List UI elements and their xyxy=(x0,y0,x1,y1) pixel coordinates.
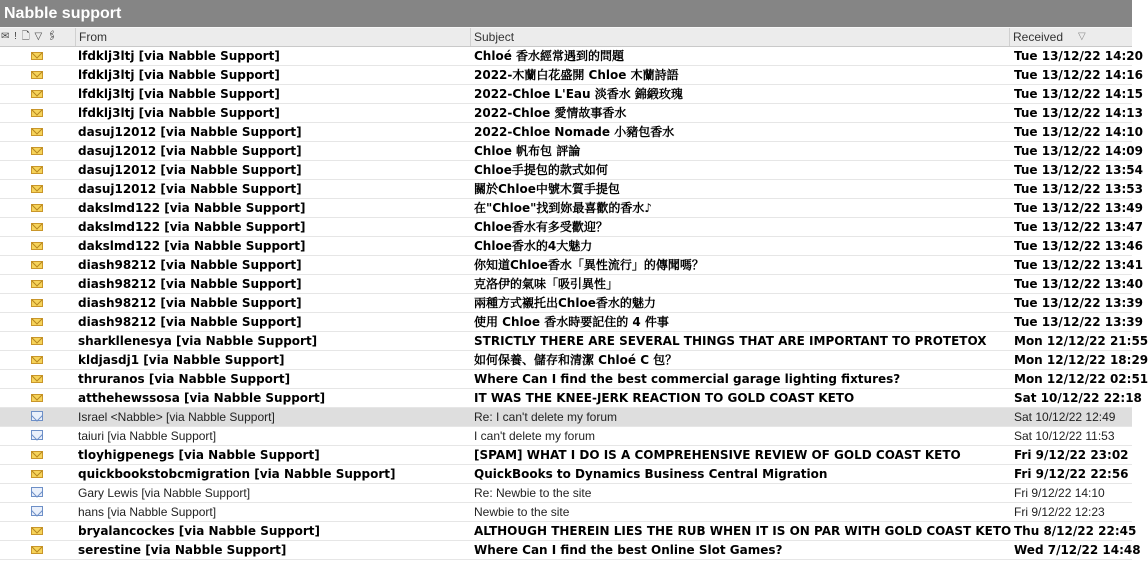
unread-envelope-icon xyxy=(30,294,46,312)
message-subject: Chloe 帆布包 評論 xyxy=(474,144,581,158)
message-row[interactable] xyxy=(0,66,1143,85)
message-received: Tue 13/12/22 13:40 xyxy=(1014,277,1143,291)
message-subject: STRICTLY THERE ARE SEVERAL THINGS THAT ARE IMPORTANT TO PROTETOX xyxy=(474,334,987,348)
message-received: Tue 13/12/22 13:53 xyxy=(1014,182,1143,196)
message-received: Mon 12/12/22 18:29 xyxy=(1014,353,1148,367)
message-from: diash98212 [via Nabble Support] xyxy=(78,277,302,291)
unread-envelope-icon xyxy=(30,142,46,160)
message-subject: Where Can I find the best commercial garage lighting fixtures? xyxy=(474,372,901,386)
window-title: Nabble support xyxy=(0,0,1132,27)
message-subject: [SPAM] WHAT I DO IS A COMPREHENSIVE REVIEW OF GOLD COAST KETO xyxy=(474,448,961,462)
read-envelope-icon xyxy=(30,427,46,445)
message-subject: I can't delete my forum xyxy=(474,429,596,443)
message-row[interactable] xyxy=(0,104,1143,123)
message-received: Fri 9/12/22 14:10 xyxy=(1014,486,1105,500)
read-envelope-icon xyxy=(30,503,46,521)
unread-envelope-icon xyxy=(30,85,46,103)
message-from: dasuj12012 [via Nabble Support] xyxy=(78,144,302,158)
column-icons-header[interactable]: ✉ ! 🗋 ▽ 🖇 xyxy=(0,28,76,46)
unread-envelope-icon xyxy=(30,180,46,198)
message-subject: ALTHOUGH THEREIN LIES THE RUB WHEN IT IS ON PAR WITH GOLD COAST KETO xyxy=(474,524,1012,538)
message-from: dakslmd122 [via Nabble Support] xyxy=(78,239,306,253)
unread-envelope-icon xyxy=(30,465,46,483)
message-received: Tue 13/12/22 14:20 xyxy=(1014,49,1143,63)
unread-envelope-icon xyxy=(30,256,46,274)
message-row[interactable] xyxy=(0,313,1143,332)
message-received: Tue 13/12/22 13:39 xyxy=(1014,296,1143,310)
message-from: Israel <Nabble> [via Nabble Support] xyxy=(78,410,275,424)
unread-envelope-icon xyxy=(30,104,46,122)
message-from: dasuj12012 [via Nabble Support] xyxy=(78,163,302,177)
message-subject: QuickBooks to Dynamics Business Central Migration xyxy=(474,467,828,481)
message-row[interactable] xyxy=(0,446,1132,465)
message-received: Sat 10/12/22 12:49 xyxy=(1014,410,1116,424)
message-subject: IT WAS THE KNEE-JERK REACTION TO GOLD COAST KETO xyxy=(474,391,855,405)
message-received: Tue 13/12/22 14:09 xyxy=(1014,144,1143,158)
message-subject: Newbie to the site xyxy=(474,505,570,519)
message-received: Tue 13/12/22 13:41 xyxy=(1014,258,1143,272)
message-row[interactable] xyxy=(0,503,1132,522)
message-received: Wed 7/12/22 14:48 xyxy=(1014,543,1141,557)
message-subject: Chloé 香水經常遇到的問題 xyxy=(474,49,625,63)
message-subject: Re: I can't delete my forum xyxy=(474,410,618,424)
message-row[interactable] xyxy=(0,218,1143,237)
message-row[interactable] xyxy=(0,256,1143,275)
message-received: Thu 8/12/22 22:45 xyxy=(1014,524,1137,538)
message-row[interactable] xyxy=(0,389,1142,408)
message-received: Mon 12/12/22 21:55 xyxy=(1014,334,1148,348)
unread-envelope-icon xyxy=(30,199,46,217)
unread-envelope-icon xyxy=(30,389,46,407)
message-from: taiuri [via Nabble Support] xyxy=(78,429,217,443)
message-received: Tue 13/12/22 13:54 xyxy=(1014,163,1143,177)
message-received: Tue 13/12/22 14:15 xyxy=(1014,87,1143,101)
message-received: Tue 13/12/22 13:39 xyxy=(1014,315,1143,329)
message-subject: Chloe香水的4大魅力 xyxy=(474,239,593,253)
message-received: Fri 9/12/22 23:02 xyxy=(1014,448,1129,462)
column-header-bar xyxy=(0,27,1132,47)
message-from: lfdklj3ltj [via Nabble Support] xyxy=(78,106,280,120)
message-received: Tue 13/12/22 14:10 xyxy=(1014,125,1143,139)
column-received-label: Received xyxy=(1013,30,1064,44)
message-from: lfdklj3ltj [via Nabble Support] xyxy=(78,68,280,82)
message-row[interactable] xyxy=(0,237,1143,256)
unread-envelope-icon xyxy=(30,161,46,179)
message-subject: Re: Newbie to the site xyxy=(474,486,592,500)
message-row[interactable] xyxy=(0,351,1148,370)
unread-envelope-icon xyxy=(30,66,46,84)
unread-envelope-icon xyxy=(30,446,46,464)
message-received: Tue 13/12/22 14:13 xyxy=(1014,106,1143,120)
message-subject: 克洛伊的氣味「吸引異性」 xyxy=(474,277,619,291)
message-subject: Where Can I find the best Online Slot Games? xyxy=(474,543,783,557)
message-row[interactable] xyxy=(0,541,1141,560)
message-subject: 2022-Chloe 愛情故事香水 xyxy=(474,106,627,120)
message-received: Tue 13/12/22 13:47 xyxy=(1014,220,1143,234)
message-from: hans [via Nabble Support] xyxy=(78,505,217,519)
message-from: atthehewssosa [via Nabble Support] xyxy=(78,391,326,405)
sort-descending-icon: ▽ xyxy=(1078,31,1086,42)
message-from: dasuj12012 [via Nabble Support] xyxy=(78,182,302,196)
message-from: dasuj12012 [via Nabble Support] xyxy=(78,125,302,139)
unread-envelope-icon xyxy=(30,313,46,331)
message-subject: 2022-Chloe Nomade 小豬包香水 xyxy=(474,125,675,139)
message-received: Sat 10/12/22 11:53 xyxy=(1014,429,1115,443)
message-from: thruranos [via Nabble Support] xyxy=(78,372,291,386)
message-subject: 你知道Chloe香水「異性流行」的傳聞嗎？ xyxy=(474,258,704,272)
message-from: quickbookstobcmigration [via Nabble Support] xyxy=(78,467,396,481)
message-from: diash98212 [via Nabble Support] xyxy=(78,296,302,310)
column-received-header[interactable] xyxy=(1010,28,1132,46)
message-from: tloyhigpenegs [via Nabble Support] xyxy=(78,448,320,462)
message-subject: 在"Chloe"找到妳最喜歡的香水♪ xyxy=(474,201,653,215)
unread-envelope-icon xyxy=(30,541,46,559)
message-received: Sat 10/12/22 22:18 xyxy=(1014,391,1142,405)
message-from: serestine [via Nabble Support] xyxy=(78,543,287,557)
message-from: diash98212 [via Nabble Support] xyxy=(78,258,302,272)
message-received: Mon 12/12/22 02:51 xyxy=(1014,372,1148,386)
column-from-header[interactable]: From xyxy=(76,28,471,46)
message-row[interactable] xyxy=(0,142,1143,161)
message-from: dakslmd122 [via Nabble Support] xyxy=(78,201,306,215)
message-received: Tue 13/12/22 14:16 xyxy=(1014,68,1143,82)
message-row[interactable] xyxy=(0,332,1148,351)
message-row[interactable] xyxy=(0,484,1132,503)
unread-envelope-icon xyxy=(30,237,46,255)
message-from: kldjasdj1 [via Nabble Support] xyxy=(78,353,285,367)
unread-envelope-icon xyxy=(30,351,46,369)
message-subject: Chloe香水有多受歡迎？ xyxy=(474,220,608,234)
message-subject: 兩種方式襯托出Chloe香水的魅力 xyxy=(474,296,656,310)
message-subject: 如何保養、儲存和清潔 Chloé C 包？ xyxy=(474,353,678,367)
message-row[interactable] xyxy=(0,85,1143,104)
message-row[interactable] xyxy=(0,180,1143,199)
message-subject: 使用 Chloe 香水時要記住的 4 件事 xyxy=(474,315,669,329)
message-row[interactable] xyxy=(0,294,1143,313)
unread-envelope-icon xyxy=(30,47,46,65)
message-list xyxy=(0,47,1148,560)
message-from: sharkllenesya [via Nabble Support] xyxy=(78,334,318,348)
message-row[interactable] xyxy=(0,522,1137,541)
read-envelope-icon xyxy=(30,484,46,502)
message-from: dakslmd122 [via Nabble Support] xyxy=(78,220,306,234)
message-row[interactable] xyxy=(0,370,1148,389)
message-row[interactable] xyxy=(0,199,1143,218)
unread-envelope-icon xyxy=(30,275,46,293)
read-envelope-icon xyxy=(30,408,46,426)
message-from: diash98212 [via Nabble Support] xyxy=(78,315,302,329)
message-subject: Chloe手提包的款式如何 xyxy=(474,163,608,177)
message-row[interactable] xyxy=(0,275,1143,294)
message-row[interactable] xyxy=(0,47,1143,66)
message-row[interactable] xyxy=(0,427,1132,446)
message-received: Tue 13/12/22 13:46 xyxy=(1014,239,1143,253)
column-subject-header[interactable]: Subject xyxy=(471,28,1010,46)
message-subject: 關於Chloe中號木質手提包 xyxy=(474,182,620,196)
message-subject: 2022-木蘭白花盛開 Chloe 木蘭詩語 xyxy=(474,68,679,82)
message-from: lfdklj3ltj [via Nabble Support] xyxy=(78,87,280,101)
message-row[interactable] xyxy=(0,123,1143,142)
message-subject: 2022-Chloe L'Eau 淡香水 錦緞玫瑰 xyxy=(474,87,683,101)
message-row[interactable] xyxy=(0,465,1132,484)
message-from: Gary Lewis [via Nabble Support] xyxy=(78,486,251,500)
unread-envelope-icon xyxy=(30,123,46,141)
unread-envelope-icon xyxy=(30,218,46,236)
message-received: Tue 13/12/22 13:49 xyxy=(1014,201,1143,215)
message-received: Fri 9/12/22 12:23 xyxy=(1014,505,1105,519)
message-from: bryalancockes [via Nabble Support] xyxy=(78,524,320,538)
unread-envelope-icon xyxy=(30,370,46,388)
unread-envelope-icon xyxy=(30,522,46,540)
message-row[interactable] xyxy=(0,408,1132,427)
message-row[interactable] xyxy=(0,161,1143,180)
message-from: lfdklj3ltj [via Nabble Support] xyxy=(78,49,280,63)
message-received: Fri 9/12/22 22:56 xyxy=(1014,467,1129,481)
unread-envelope-icon xyxy=(30,332,46,350)
